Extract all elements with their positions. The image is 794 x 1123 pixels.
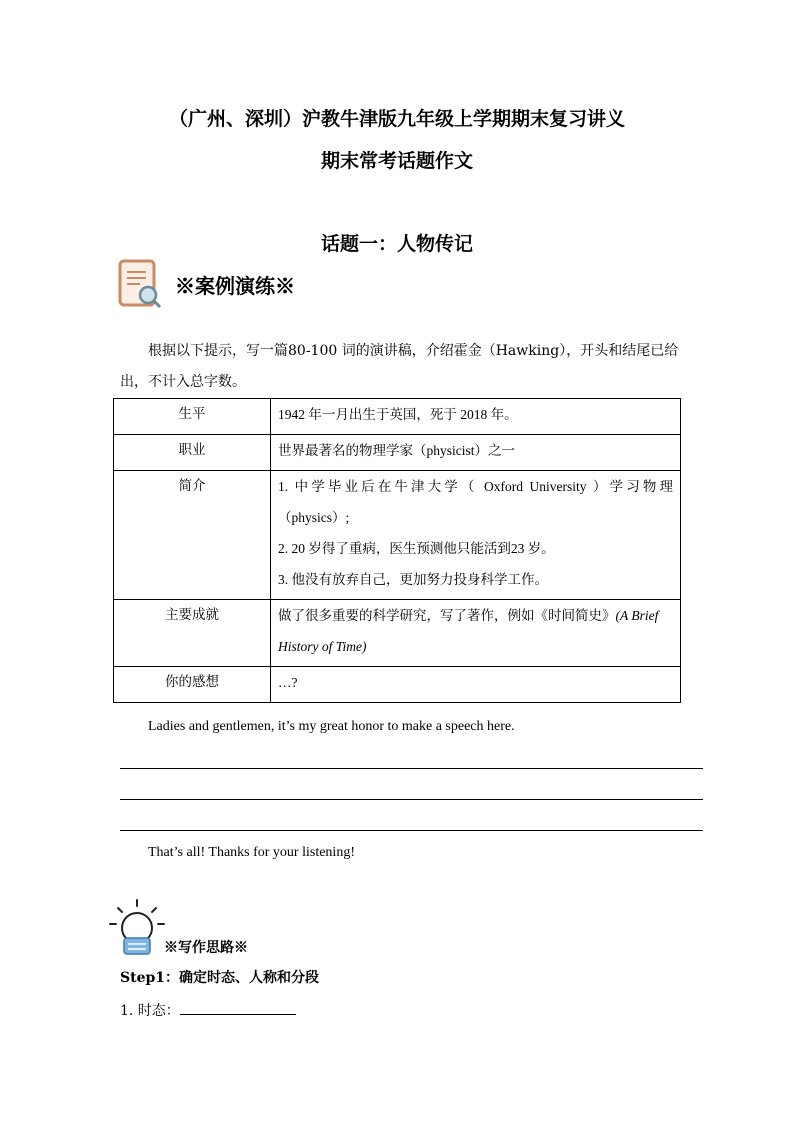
table-key: 生平 bbox=[114, 399, 271, 435]
tense-item bbox=[120, 1000, 296, 1020]
tense-label: 1. 时态： bbox=[120, 1003, 180, 1019]
table-row bbox=[114, 667, 681, 703]
answer-line bbox=[120, 799, 703, 800]
table-row bbox=[114, 600, 681, 667]
lightbulb-icon bbox=[106, 898, 168, 958]
speech-closing: That’s all! Thanks for your listening! bbox=[148, 845, 355, 860]
case-practice-heading: ※案例演练※ bbox=[175, 274, 295, 298]
writing-ideas-heading: ※写作思路※ bbox=[164, 940, 248, 956]
speech-opening: Ladies and gentlemen, it’s my great honor to make a speech here. bbox=[148, 719, 515, 734]
intro-line-3: 3. 他没有放弃自己，更加努力投身科学工作。 bbox=[278, 572, 548, 587]
table-value: …? bbox=[271, 667, 681, 703]
tense-blank[interactable] bbox=[180, 1000, 296, 1015]
topic-heading: 话题一：人物传记 bbox=[320, 233, 473, 255]
table-value bbox=[271, 600, 681, 667]
instruction-paragraph: 根据以下提示，写一篇80-100 词的演讲稿，介绍霍金（Hawking），开头和结尾已给出，不计入总字数。 bbox=[120, 343, 679, 390]
intro-line-1: 1. 中学毕业后在牛津大学（ Oxford University ）学习物理（physics）; bbox=[278, 479, 673, 525]
table-value: 世界最著名的物理学家（physicist）之一 bbox=[271, 435, 681, 471]
table-value bbox=[271, 471, 681, 600]
document-magnifier-icon bbox=[118, 259, 162, 309]
table-key: 主要成就 bbox=[114, 600, 271, 667]
table-row bbox=[114, 471, 681, 600]
info-table bbox=[113, 398, 681, 703]
table-row bbox=[114, 399, 681, 435]
step1-heading: Step1：确定时态、人称和分段 bbox=[120, 970, 320, 986]
intro-line-2: 2. 20 岁得了重病，医生预测他只能活到23 岁。 bbox=[278, 541, 555, 556]
answer-line bbox=[120, 768, 703, 769]
table-key: 简介 bbox=[114, 471, 271, 600]
document-title: （广州、深圳）沪教牛津版九年级上学期期末复习讲义 bbox=[168, 108, 625, 130]
table-key: 职业 bbox=[114, 435, 271, 471]
achievement-text: 做了很多重要的科学研究，写了著作，例如《时间简史》 bbox=[278, 608, 616, 623]
book-title: (A Brief History of Time) bbox=[278, 608, 659, 654]
table-value: 1942 年一月出生于英国，死于 2018 年。 bbox=[271, 399, 681, 435]
table-row bbox=[114, 435, 681, 471]
answer-line bbox=[120, 830, 703, 831]
table-key: 你的感想 bbox=[114, 667, 271, 703]
document-subtitle: 期末常考话题作文 bbox=[320, 150, 473, 172]
